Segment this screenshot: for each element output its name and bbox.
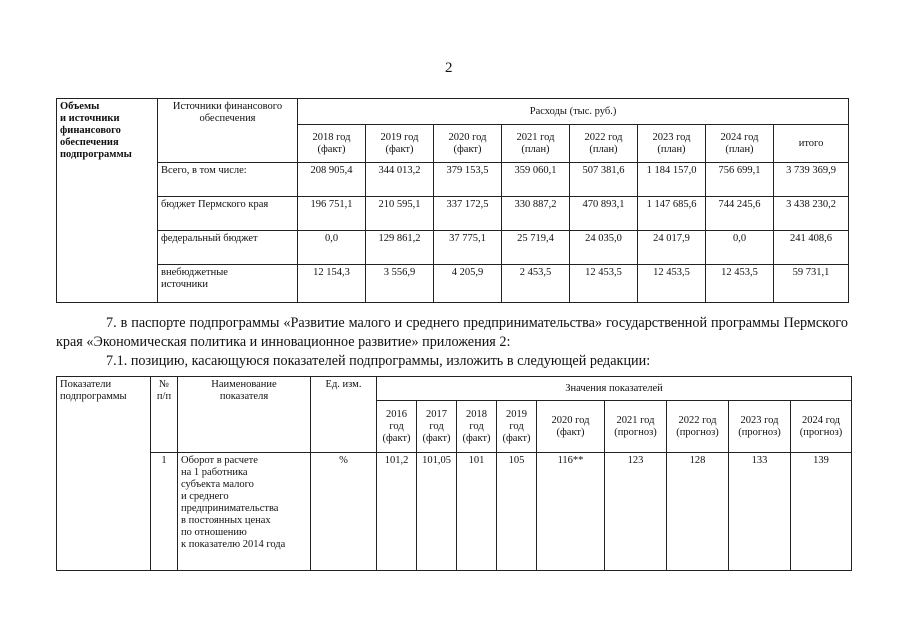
finance-value: 507 381,6 [570,163,638,197]
indicator-year-header: 2020 год (факт) [537,401,605,453]
finance-value: 344 013,2 [366,163,434,197]
finance-source: федеральный бюджет [158,231,298,265]
table-row [57,453,852,571]
finance-value: 12 453,5 [570,265,638,303]
finance-value: 196 751,1 [298,197,366,231]
finance-value: 1 184 157,0 [638,163,706,197]
indicator-value: 105 [497,453,537,571]
finance-value: 359 060,1 [502,163,570,197]
indicator-header-num: № п/п [151,377,178,453]
finance-value: 241 408,6 [774,231,849,265]
finance-value: 24 017,9 [638,231,706,265]
finance-year-header: 2019 год (факт) [366,125,434,163]
finance-value: 379 153,5 [434,163,502,197]
finance-year-header: 2023 год (план) [638,125,706,163]
indicator-value: 128 [667,453,729,571]
indicator-header-values: Значения показателей [377,377,852,401]
finance-value: 2 453,5 [502,265,570,303]
indicator-header-unit: Ед. изм. [311,377,377,453]
finance-value: 12 453,5 [638,265,706,303]
finance-header-expenses: Расходы (тыс. руб.) [298,99,849,125]
indicator-table [56,376,852,571]
finance-value: 0,0 [298,231,366,265]
finance-value: 0,0 [706,231,774,265]
finance-value: 25 719,4 [502,231,570,265]
finance-value: 210 595,1 [366,197,434,231]
finance-value: 37 775,1 [434,231,502,265]
finance-table [56,98,849,303]
indicator-year-header: 2021 год (прогноз) [605,401,667,453]
indicator-num: 1 [151,453,178,571]
page-number: 2 [445,60,453,76]
finance-value: 3 739 369,9 [774,163,849,197]
finance-value: 12 154,3 [298,265,366,303]
finance-value: 3 438 230,2 [774,197,849,231]
finance-year-header: 2018 год (факт) [298,125,366,163]
finance-value: 3 556,9 [366,265,434,303]
indicator-year-header: 2024 год (прогноз) [791,401,852,453]
indicator-year-header: 2018 год (факт) [457,401,497,453]
table-row [57,163,849,197]
finance-value: 337 172,5 [434,197,502,231]
finance-year-header: 2024 год (план) [706,125,774,163]
finance-year-header: 2021 год (план) [502,125,570,163]
finance-value: 330 887,2 [502,197,570,231]
indicator-year-header: 2019 год (факт) [497,401,537,453]
indicator-unit: % [311,453,377,571]
indicator-value: 101,2 [377,453,417,571]
indicator-year-header: 2022 год (прогноз) [667,401,729,453]
finance-value: 744 245,6 [706,197,774,231]
indicator-value: 101 [457,453,497,571]
table-row [57,197,849,231]
paragraph-7-1: 7.1. позицию, касающуюся показателей подпрограммы, изложить в следующей редакции: [106,353,651,369]
indicator-year-header: 2016 год (факт) [377,401,417,453]
indicator-header-name: Наименование показателя [178,377,311,453]
finance-source: Всего, в том числе: [158,163,298,197]
finance-source: внебюджетные источники [158,265,298,303]
indicator-value: 139 [791,453,852,571]
finance-header-sources: Источники финансового обеспечения [158,99,298,163]
indicator-value: 101,05 [417,453,457,571]
finance-value: 470 893,1 [570,197,638,231]
finance-total-header: итого [774,125,849,163]
indicator-value: 133 [729,453,791,571]
table-row [57,265,849,303]
finance-value: 59 731,1 [774,265,849,303]
finance-source: бюджет Пермского края [158,197,298,231]
table-row [57,231,849,265]
indicator-name: Оборот в расчете на 1 работника субъекта малого и среднего предпринимательства в постоянных ценах по отношению к показателю 2014 года [178,453,311,571]
finance-header-left: Объемы и источники финансового обеспечения подпрограммы [57,99,158,303]
finance-year-header: 2020 год (факт) [434,125,502,163]
paragraph-7: 7. в паспорте подпрограммы «Развитие малого и среднего предпринимательства» государственной программы Пермского края «Экономическая политика и инновационное развитие» приложения 2: [56,315,848,350]
indicator-header-left: Показатели подпрограммы [57,377,151,571]
finance-value: 4 205,9 [434,265,502,303]
indicator-year-header: 2023 год (прогноз) [729,401,791,453]
finance-year-header: 2022 год (план) [570,125,638,163]
finance-value: 1 147 685,6 [638,197,706,231]
indicator-value: 116** [537,453,605,571]
finance-value: 129 861,2 [366,231,434,265]
finance-value: 756 699,1 [706,163,774,197]
finance-value: 208 905,4 [298,163,366,197]
indicator-year-header: 2017 год (факт) [417,401,457,453]
finance-value: 12 453,5 [706,265,774,303]
finance-value: 24 035,0 [570,231,638,265]
indicator-value: 123 [605,453,667,571]
